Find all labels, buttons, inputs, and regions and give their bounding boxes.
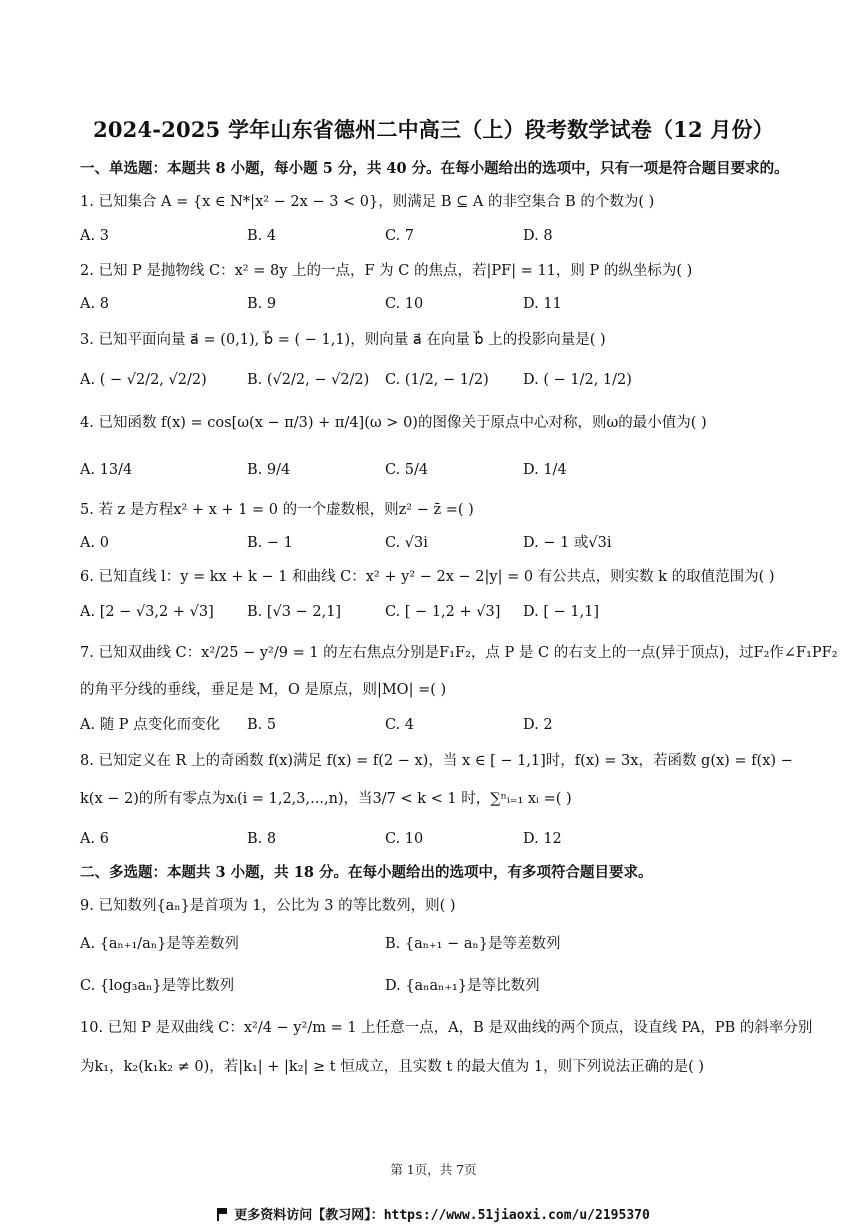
- question-2-option-c: C. 10: [385, 296, 424, 312]
- question-3-option-a: A. ( − √2/2, √2/2): [80, 372, 207, 388]
- question-9-stem: 9. 已知数列{aₙ}是首项为 1，公比为 3 的等比数列，则( ): [80, 898, 456, 914]
- question-9-option-c: C. {log₃aₙ}是等比数列: [80, 978, 235, 994]
- promo-banner[interactable]: [0, 1204, 867, 1223]
- question-5-option-b: B. − 1: [247, 535, 293, 551]
- question-1-option-c: C. 7: [385, 228, 415, 244]
- question-8-option-d: D. 12: [523, 831, 562, 847]
- question-7-option-b: B. 5: [247, 717, 277, 733]
- question-1-option-d: D. 8: [523, 228, 553, 244]
- page-title: 2024-2025 学年山东省德州二中高三（上）段考数学试卷（12 月份）: [93, 117, 774, 142]
- question-3-option-b: B. (√2/2, − √2/2): [247, 372, 370, 388]
- question-4-option-d: D. 1/4: [523, 462, 567, 478]
- question-8-stem-line-2: k(x − 2)的所有零点为xᵢ(i = 1,2,3,...,n)，当3/7 < k < 1 时，∑ⁿᵢ₌₁ xᵢ =( ): [80, 791, 572, 807]
- question-6-stem: 6. 已知直线 l：y = kx + k − 1 和曲线 C：x² + y² − 2x − 2|y| = 0 有公共点，则实数 k 的取值范围为( ): [80, 569, 775, 585]
- question-5-option-d: D. − 1 或√3i: [523, 535, 612, 551]
- question-4-stem: 4. 已知函数 f(x) = cos[ω(x − π/3) + π/4](ω > 0)的图像关于原点中心对称，则ω的最小值为( ): [80, 415, 707, 431]
- question-7-option-a: A. 随 P 点变化而变化: [80, 717, 221, 733]
- question-4-option-a: A. 13/4: [80, 462, 133, 478]
- question-9-option-a: A. {aₙ₊₁/aₙ}是等差数列: [80, 936, 239, 952]
- question-1-option-b: B. 4: [247, 228, 277, 244]
- question-6-option-d: D. [ − 1,1]: [523, 604, 600, 620]
- question-4-option-b: B. 9/4: [247, 462, 291, 478]
- question-3-option-d: D. ( − 1/2, 1/2): [523, 372, 632, 388]
- question-9-option-d: D. {aₙaₙ₊₁}是等比数列: [385, 978, 540, 994]
- question-8-option-a: A. 6: [80, 831, 109, 847]
- question-7-stem-line-1: 7. 已知双曲线 C：x²/25 − y²/9 = 1 的左右焦点分别是F₁F₂，点 P 是 C 的右支上的一点(异于顶点)，过F₂作∠F₁PF₂: [80, 645, 838, 661]
- question-8-option-b: B. 8: [247, 831, 277, 847]
- question-2-stem: 2. 已知 P 是抛物线 C：x² = 8y 上的一点，F 为 C 的焦点，若|PF| = 11，则 P 的纵坐标为( ): [80, 263, 693, 279]
- question-1-stem: 1. 已知集合 A = {x ∈ N*|x² − 2x − 3 < 0}，则满足 B ⊆ A 的非空集合 B 的个数为( ): [80, 194, 655, 210]
- question-8-option-c: C. 10: [385, 831, 424, 847]
- question-4-option-c: C. 5/4: [385, 462, 429, 478]
- promo-banner-text[interactable]: 更多资料访问【教习网】：https://www.51jiaoxi.com/u/2195370: [234, 1208, 650, 1223]
- question-8-stem-line-1: 8. 已知定义在 R 上的奇函数 f(x)满足 f(x) = f(2 − x)，当 x ∈ [ − 1,1]时，f(x) = 3x，若函数 g(x) = f(x) −: [80, 753, 793, 769]
- question-10-stem-line-2: 为k₁，k₂(k₁k₂ ≠ 0)，若|k₁| + |k₂| ≥ t 恒成立，且实数 t 的最大值为 1，则下列说法正确的是( ): [80, 1059, 705, 1075]
- question-3-stem: 3. 已知平面向量 a⃗ = (0,1), b⃗ = ( − 1,1)，则向量 a⃗ 在向量 b⃗ 上的投影向量是( ): [80, 332, 606, 348]
- question-7-option-c: C. 4: [385, 717, 415, 733]
- section-heading-multi-choice: 二、多选题：本题共 3 小题，共 18 分。在每小题给出的选项中，有多项符合题目要求。: [80, 864, 653, 881]
- question-5-option-c: C. √3i: [385, 535, 428, 551]
- section-heading-single-choice: 一、单选题：本题共 8 小题，每小题 5 分，共 40 分。在每小题给出的选项中，只有一项是符合题目要求的。: [80, 160, 789, 177]
- question-5-stem: 5. 若 z 是方程x² + x + 1 = 0 的一个虚数根，则z² − z̄ =( ): [80, 502, 474, 518]
- question-3-option-c: C. (1/2, − 1/2): [385, 372, 489, 388]
- page-number: 第 1页，共 7页: [390, 1162, 477, 1177]
- question-9-option-b: B. {aₙ₊₁ − aₙ}是等差数列: [385, 936, 561, 952]
- question-2-option-d: D. 11: [523, 296, 562, 312]
- question-7-stem-line-2: 的角平分线的垂线，垂足是 M，O 是原点，则|MO| =( ): [80, 682, 447, 698]
- question-7-option-d: D. 2: [523, 717, 553, 733]
- question-1-option-a: A. 3: [80, 228, 109, 244]
- question-6-option-a: A. [2 − √3,2 + √3]: [80, 604, 214, 620]
- question-6-option-b: B. [√3 − 2,1]: [247, 604, 342, 620]
- question-6-option-c: C. [ − 1,2 + √3]: [385, 604, 501, 620]
- question-5-option-a: A. 0: [80, 535, 109, 551]
- flag-icon: [217, 1208, 228, 1221]
- question-2-option-b: B. 9: [247, 296, 277, 312]
- question-2-option-a: A. 8: [80, 296, 109, 312]
- question-10-stem-line-1: 10. 已知 P 是双曲线 C：x²/4 − y²/m = 1 上任意一点，A，B 是双曲线的两个顶点，设直线 PA，PB 的斜率分别: [80, 1020, 813, 1036]
